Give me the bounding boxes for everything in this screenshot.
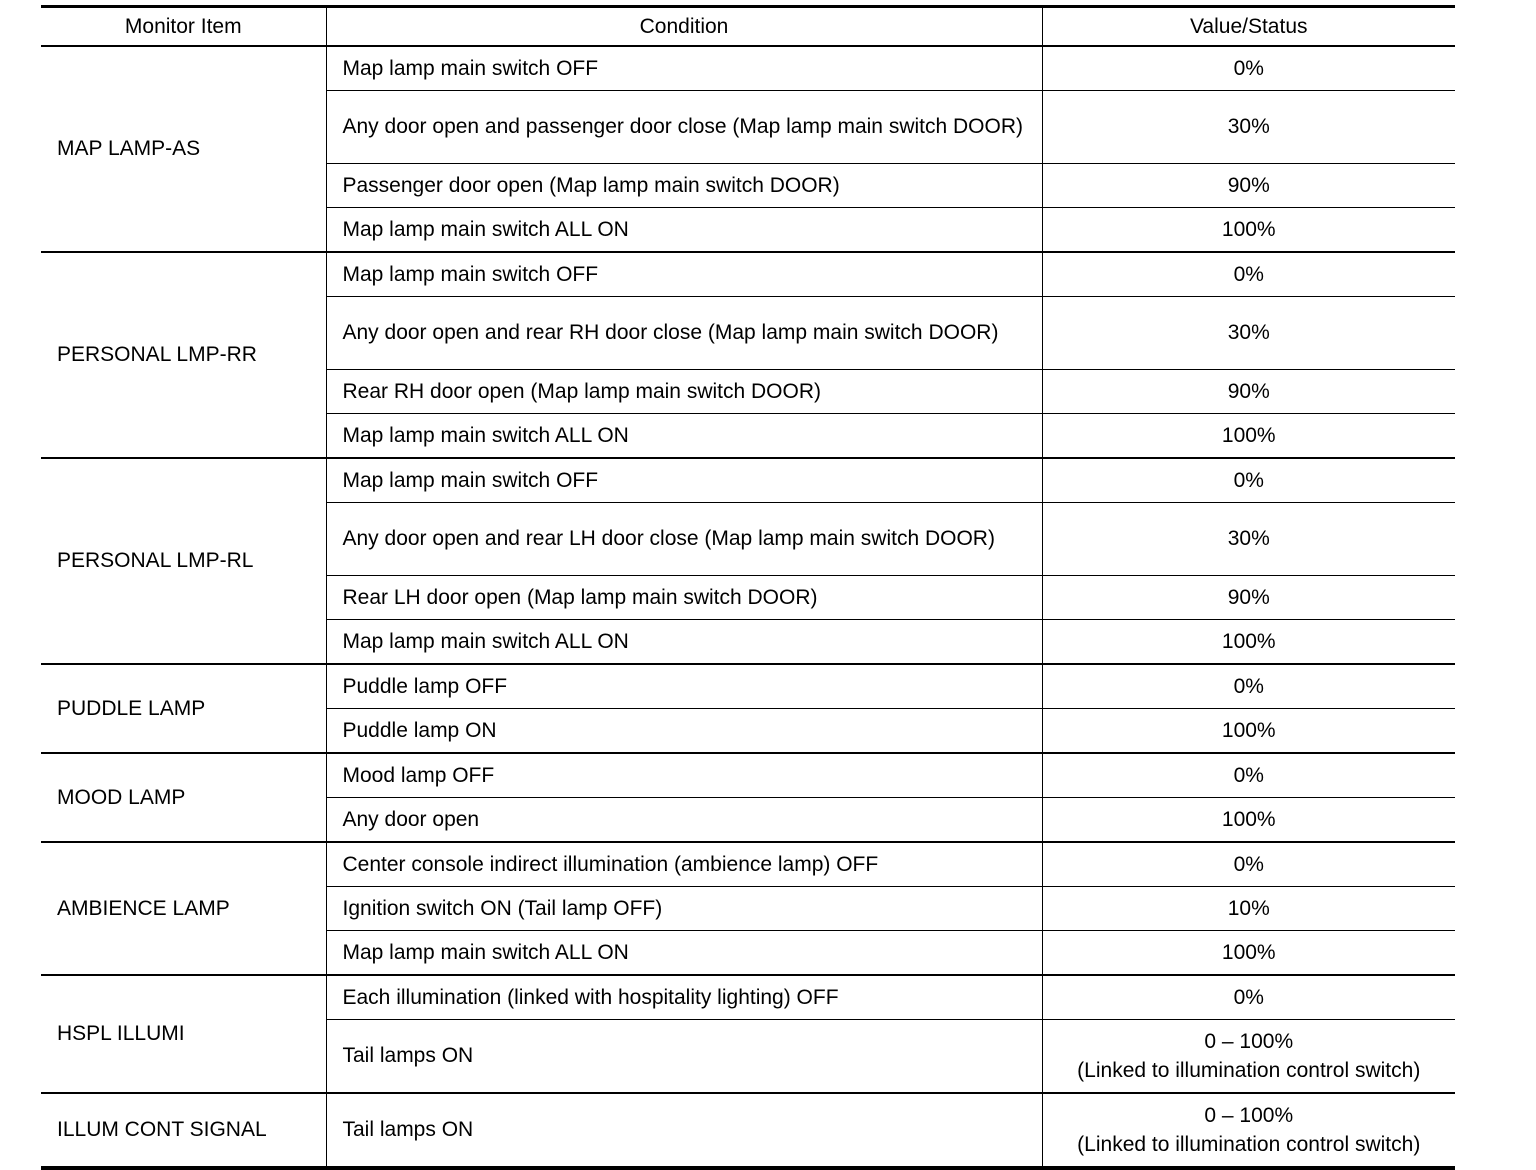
condition-cell: Puddle lamp OFF: [326, 664, 1042, 709]
value-status-cell: [1042, 370, 1455, 414]
value-text: 100%: [1221, 940, 1276, 964]
condition-cell: Any door open and passenger door close (Map lamp main switch DOOR): [326, 91, 1042, 164]
value-status-cell: [1042, 91, 1455, 164]
condition-cell: Tail lamps ON: [326, 1093, 1042, 1168]
value-text: 0%: [1233, 985, 1264, 1009]
value-status-cell: [1042, 164, 1455, 208]
value-text: 0%: [1233, 852, 1264, 876]
condition-cell: Map lamp main switch OFF: [326, 252, 1042, 297]
condition-cell: Map lamp main switch ALL ON: [326, 620, 1042, 665]
value-text: 0 – 100%: [1204, 1103, 1294, 1127]
monitor-item-cell: PERSONAL LMP-RR: [41, 252, 326, 458]
value-text: 100%: [1221, 629, 1276, 653]
table-row: [41, 252, 1455, 297]
value-text: 10%: [1227, 896, 1270, 920]
value-status-cell: [1042, 576, 1455, 620]
value-text: 90%: [1227, 585, 1270, 609]
value-text: 0 – 100%: [1204, 1029, 1294, 1053]
condition-cell: Ignition switch ON (Tail lamp OFF): [326, 887, 1042, 931]
value-text: 90%: [1227, 173, 1270, 197]
condition-cell: Passenger door open (Map lamp main switch DOOR): [326, 164, 1042, 208]
value-status-cell: [1042, 414, 1455, 459]
value-text: 100%: [1221, 807, 1276, 831]
header-condition: Condition: [326, 7, 1042, 47]
value-status-cell: [1042, 208, 1455, 253]
value-text: 0%: [1233, 262, 1264, 286]
condition-cell: Any door open: [326, 798, 1042, 843]
value-text: 30%: [1227, 527, 1270, 550]
condition-cell: Rear LH door open (Map lamp main switch DOOR): [326, 576, 1042, 620]
value-note: (Linked to illumination control switch): [1077, 1058, 1421, 1082]
value-status-cell: [1042, 46, 1455, 91]
table-row: [41, 46, 1455, 91]
condition-cell: Tail lamps ON: [326, 1020, 1042, 1094]
monitor-item-cell: PERSONAL LMP-RL: [41, 458, 326, 664]
value-status-cell: [1042, 664, 1455, 709]
monitor-item-cell: HSPL ILLUMI: [41, 975, 326, 1093]
monitor-item-cell: MAP LAMP-AS: [57, 137, 201, 160]
table-body: [41, 46, 1455, 1168]
value-text: 0%: [1233, 468, 1264, 492]
condition-cell: Any door open and rear LH door close (Map lamp main switch DOOR): [326, 503, 1042, 576]
condition-cell: Puddle lamp ON: [326, 709, 1042, 754]
value-status-cell: [1042, 1020, 1455, 1094]
value-note: (Linked to illumination control switch): [1077, 1132, 1421, 1156]
table-row: [41, 753, 1455, 798]
header-value-status: Value/Status: [1042, 7, 1455, 47]
condition-cell: Any door open and rear RH door close (Map lamp main switch DOOR): [326, 297, 1042, 370]
value-text: 100%: [1221, 423, 1276, 447]
value-text: 100%: [1221, 718, 1276, 742]
value-status-cell: [1042, 620, 1455, 665]
table-header: [41, 7, 1455, 47]
condition-cell: Map lamp main switch ALL ON: [326, 931, 1042, 976]
condition-cell: Map lamp main switch ALL ON: [326, 414, 1042, 459]
value-status-cell: [1042, 458, 1455, 503]
condition-cell: Rear RH door open (Map lamp main switch DOOR): [326, 370, 1042, 414]
value-status-cell: [1042, 975, 1455, 1020]
table-row: [41, 458, 1455, 503]
monitor-item-table: [41, 5, 1455, 1170]
value-status-cell: [1042, 709, 1455, 754]
monitor-item-cell: MOOD LAMP: [41, 753, 326, 842]
value-text: 90%: [1227, 379, 1270, 403]
value-status-cell: [1042, 798, 1455, 843]
value-text: 30%: [1227, 321, 1270, 344]
table-row: [41, 975, 1455, 1020]
condition-cell: Each illumination (linked with hospitality lighting) OFF: [326, 975, 1042, 1020]
value-status-cell: [1042, 931, 1455, 976]
condition-cell: Map lamp main switch OFF: [326, 458, 1042, 503]
value-text: 100%: [1221, 217, 1276, 241]
value-text: 0%: [1233, 674, 1264, 698]
table-row: [41, 664, 1455, 709]
condition-cell: Mood lamp OFF: [326, 753, 1042, 798]
value-status-cell: [1042, 252, 1455, 297]
condition-cell: Map lamp main switch OFF: [326, 46, 1042, 91]
value-text: 0%: [1233, 56, 1264, 80]
value-status-cell: [1042, 753, 1455, 798]
monitor-item-cell: PUDDLE LAMP: [41, 664, 326, 753]
table-row: [41, 1093, 1455, 1168]
condition-cell: Center console indirect illumination (ambience lamp) OFF: [326, 842, 1042, 887]
monitor-item-cell: AMBIENCE LAMP: [41, 842, 326, 975]
value-status-cell: [1042, 503, 1455, 576]
table-row: [41, 842, 1455, 887]
monitor-item-cell: ILLUM CONT SIGNAL: [41, 1093, 326, 1168]
value-text: 0%: [1233, 763, 1264, 787]
condition-cell: Map lamp main switch ALL ON: [326, 208, 1042, 253]
header-monitor-item: Monitor Item: [41, 7, 326, 47]
value-status-cell: [1042, 1093, 1455, 1168]
value-status-cell: [1042, 887, 1455, 931]
header-row: [41, 7, 1455, 47]
value-status-cell: [1042, 297, 1455, 370]
value-status-cell: [1042, 842, 1455, 887]
value-text: 30%: [1227, 115, 1270, 138]
